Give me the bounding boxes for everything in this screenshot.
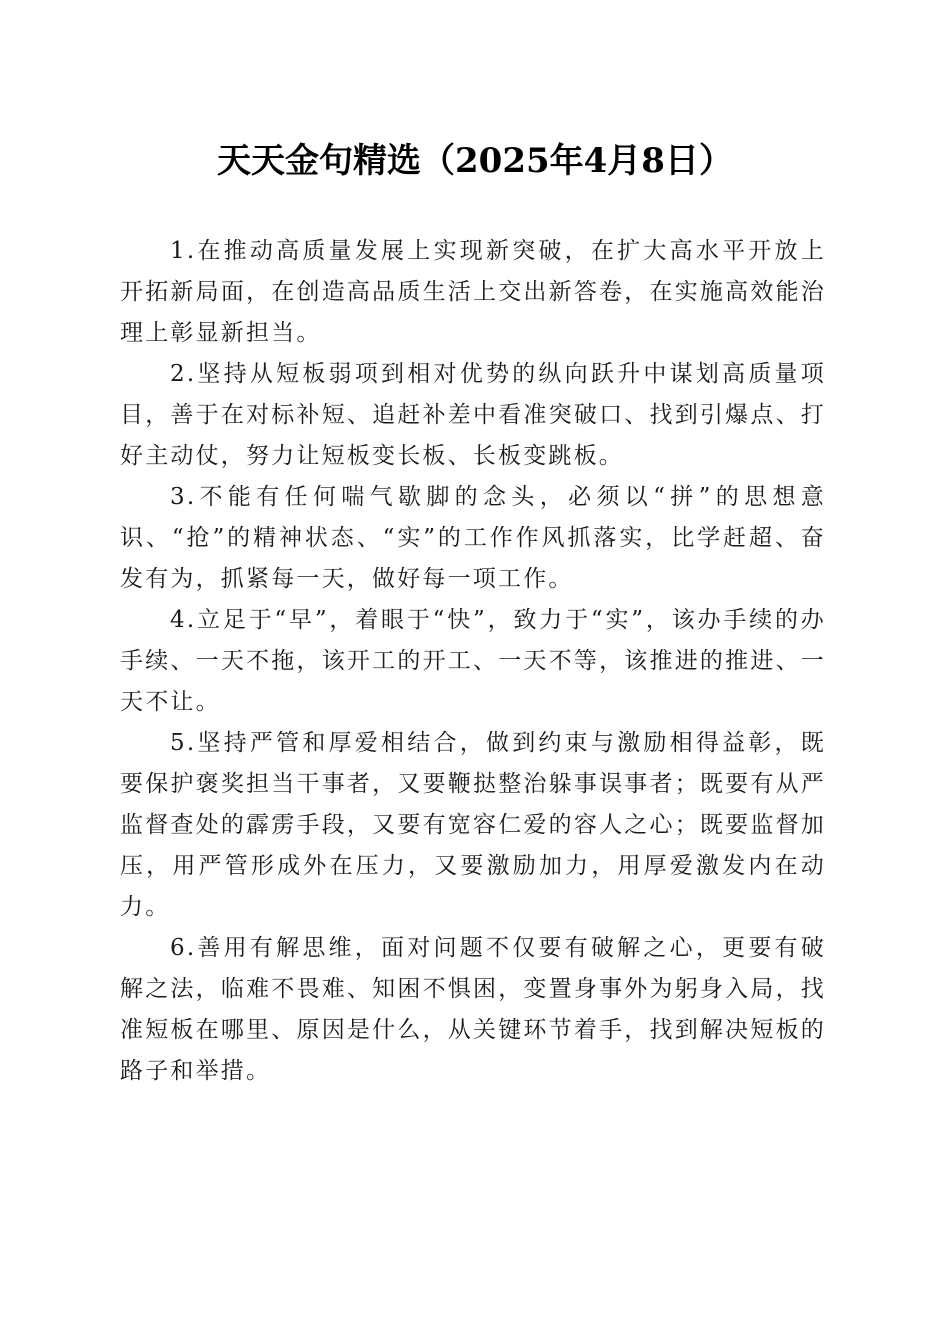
paragraph-4: 4.立足于“早”，着眼于“快”，致力于“实”，该办手续的办手续、一天不拖，该开工的开工、一天不等，该推进的推进、一天不让。 [120, 607, 826, 715]
paragraph-6: 6.善用有解思维，面对问题不仅要有破解之心，更要有破解之法，临难不畏难、知困不惧困，变置身事外为躬身入局，找准短板在哪里、原因是什么，从关键环节着手，找到解决短板的路子和举措。 [120, 935, 826, 1084]
document-title: 天天金句精选（2025年4月8日） [217, 141, 733, 181]
paragraph-5: 5.坚持严管和厚爱相结合，做到约束与激励相得益彰，既要保护褒奖担当干事者，又要鞭挞整治躲事误事者；既要有从严监督查处的霹雳手段，又要有宽容仁爱的容人之心；既要监督加压，用严管形成外在压力，又要激励加力，用厚爱激发内在动力。 [120, 730, 826, 920]
paragraph-2: 2.坚持从短板弱项到相对优势的纵向跃升中谋划高质量项目，善于在对标补短、追赶补差中看准突破口、找到引爆点、打好主动仗，努力让短板变长板、长板变跳板。 [120, 361, 826, 469]
paragraph-3: 3.不能有任何喘气歇脚的念头，必须以“拼”的思想意识、“抢”的精神状态、“实”的工作作风抓落实，比学赶超、奋发有为，抓紧每一天，做好每一项工作。 [120, 484, 826, 592]
paragraph-1: 1.在推动高质量发展上实现新突破，在扩大高水平开放上开拓新局面，在创造高品质生活上交出新答卷，在实施高效能治理上彰显新担当。 [120, 238, 826, 346]
document-body [120, 231, 826, 1092]
